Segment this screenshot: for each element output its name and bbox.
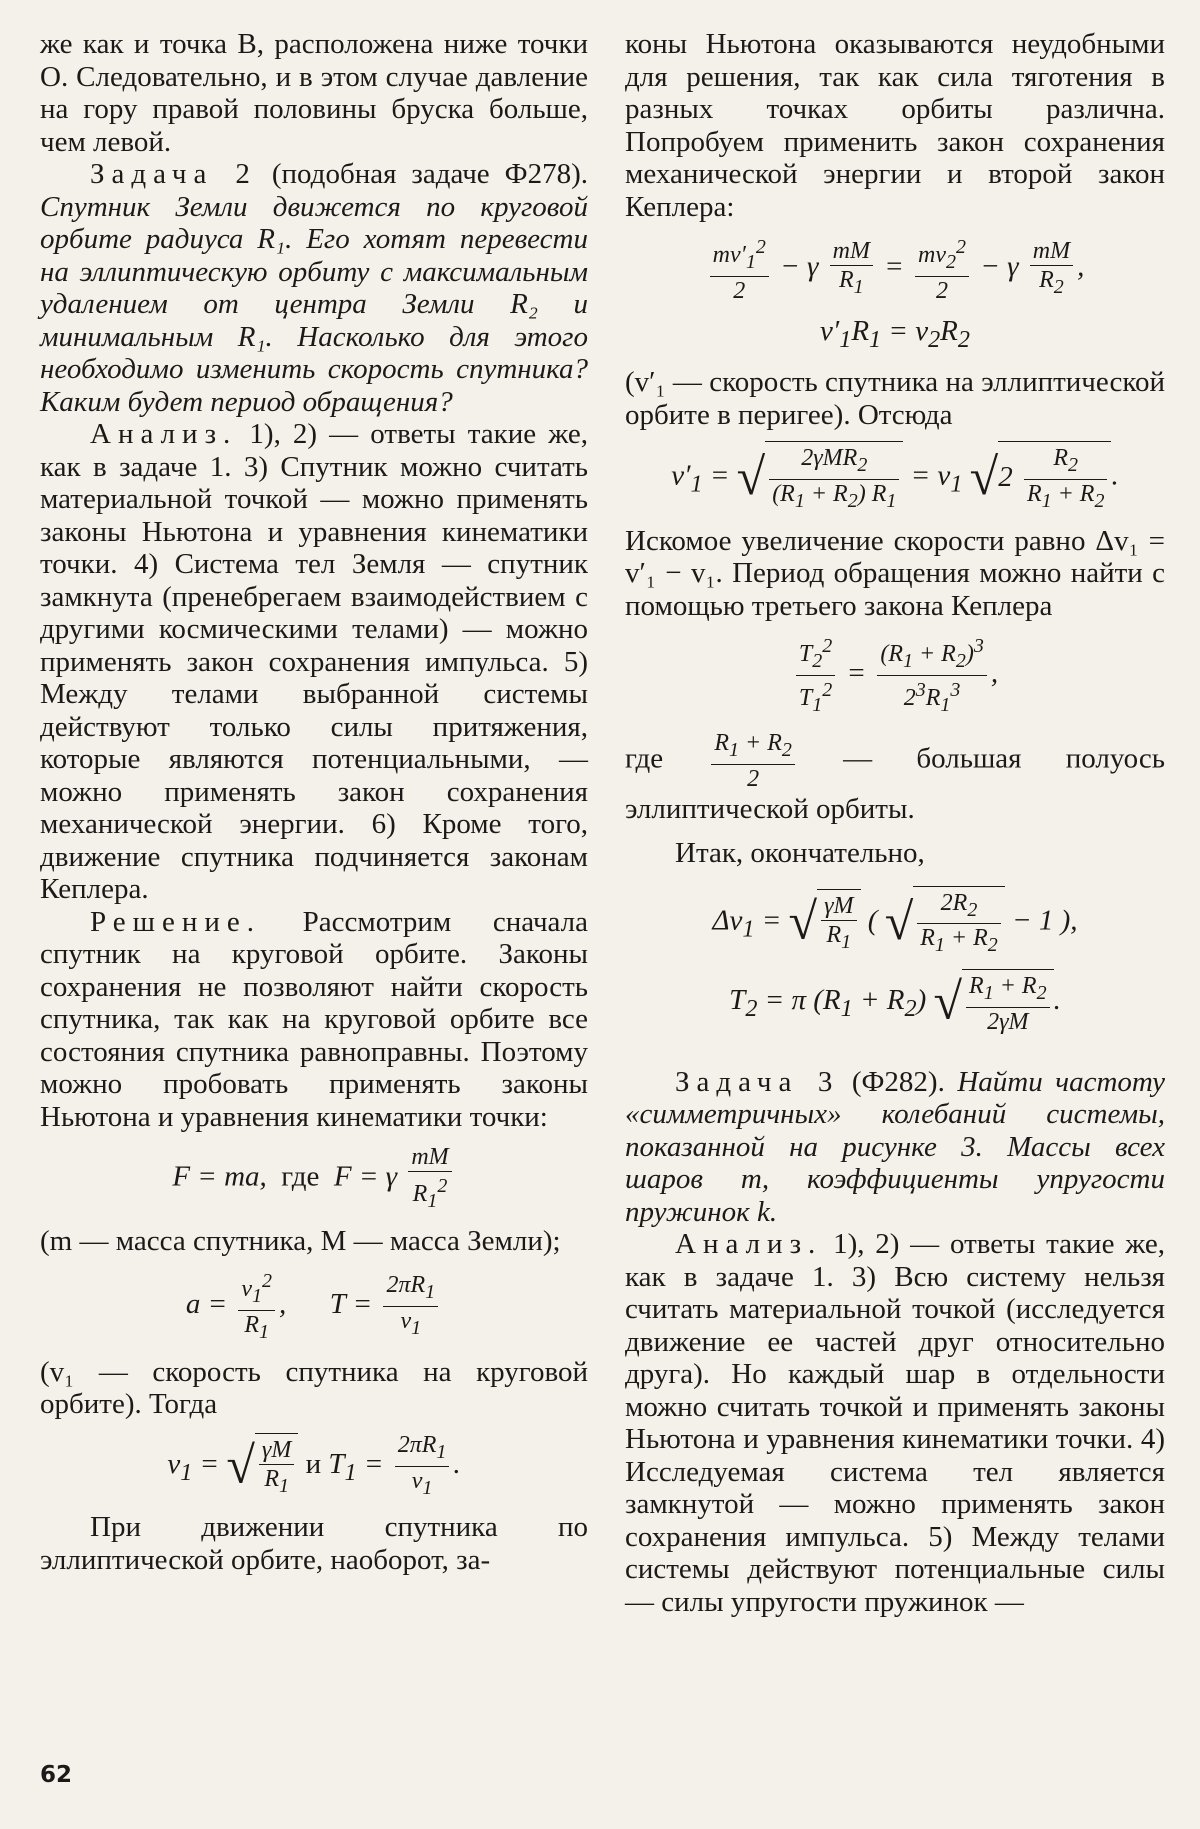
solution-2-text: Рассмотрим сначала спутник на круговой орбите. Законы сохранения не позволяют найти скорость спутника, так как на круговой орбите все состояния спутника равноправны. Поэтому можно пробовать применять законы Ньютона и уравнения кинематики точки: [40,905,588,1133]
task-2-label: Задача 2 [90,158,257,190]
paragraph-elliptic: При движении спутника по эллиптической орбите, наоборот, за- [40,1511,588,1576]
task-3-label: Задача 3 [675,1065,840,1098]
equation-delta-v-final: $\Delta v_1$ = √ $\frac{\gamma M}{R_1}$ ( √ $\frac{2R_2}{R_1 + R_2}$ − 1 ), [625,886,1165,960]
paragraph-v1: (v₁ — скорость спутника на круговой орбите). Тогда [40,1355,588,1421]
task-2 [40,158,588,418]
task-3 [625,1066,1165,1229]
paragraph-mass: (m — масса спутника, M — масса Земли); [40,1224,561,1257]
analysis-3-text: 1), 2) — ответы такие же, как в задаче 1. 3) Всю систему нельзя считать материальной точкой (исследуется движение ее частей друг относительно друга). Но каждый шар в отдельности можно считать точкой и применять законы Ньютона и уравнения кинематики точки. 4) Исследуемая система тел является замкнутой — можно применять закон сохранения импульса. 5) Между телами системы действуют потенциальные силы — силы упругости пружинок — [625,1228,1165,1618]
page-number: 62 [40,1762,73,1788]
paragraph-v1-prime: (v′₁ — скорость спутника на эллиптической орбите в перигее). Отсюда [625,366,1165,431]
task-3-statement: Найти частоту «симметричных» колебаний системы, показанной на рисунке 3. Массы всех шаров m, коэффициенты упругости пружинок k. [625,1065,1165,1228]
paragraph-intro: же как и точка B, расположена ниже точки O. Следовательно, и в этом случае давление на гору правой половины бруска больше, чем левой. [40,28,588,158]
analysis-2-label: Анализ. [90,418,238,450]
equation-v1-t1: $v_1$ = √ $\frac{\gamma M}{R_1}$ и $T_1$ = $\frac{2\pi R_1}{v_1}$ . [167,1431,461,1499]
analysis-2-text: 1), 2) — ответы такие же, как в задаче 1. 3) Спутник можно считать материальной точкой — можно применять законы Ньютона и уравнения кинематики точки. 4) Система тел Земля — спутник замкнута (пренебрегаем взаимодействием с другими космическими телами) — можно применять закон сохранения импульса. 5) Между телами выбранной системы действуют только силы притяжения, которые являются потенциальными, — можно применять закон сохранения механической энергии. 6) Кроме того, движение спутника подчиняется законам Кеплера. [40,418,588,905]
paragraph-delta-v: Искомое увеличение скорости равно Δv₁ = v′₁ − v₁. Период обращения можно найти с помощью третьего закона Кеплера [625,524,1165,622]
equation-t2-final: $T_2 = \pi$ $(R_1 + R_2)$ √ $\frac{R_1 + R_2}{2\gamma M}$ . [625,969,1165,1036]
paragraph-semi-axis: где $\frac{R_1 + R_2}{2}$ — большая полуось эллиптической орбиты. [625,729,1165,825]
paragraph-finally: Итак, окончательно, [675,837,925,870]
analysis-3 [625,1228,1165,1618]
task-3-ref: (Ф282). [851,1065,945,1098]
left-column [40,28,588,1576]
analysis-3-label: Анализ. [675,1228,823,1261]
equation-v1-prime: $v'_1$ = √ $\frac{2\gamma MR_2}{(R_1 + R_2) R_1}$ = $v_1$ √2 $\frac{R_2}{R_1 + R_2}$ . [625,441,1165,515]
equation-kepler2: $v'_1R_1 = v_2R_2$ [820,314,970,353]
right-column [625,28,1165,1618]
semi-axis-text: — большая полуось эллиптической орбиты. [625,742,1165,825]
equation-energy: $\frac{mv'_1^2}{2}$ − γ $\frac{mM}{R_1}$ = $\frac{mv_2^2}{2}$ − γ $\frac{mM}{R_2}$ , [625,233,1165,305]
analysis-2 [40,418,588,906]
solution-2 [40,906,588,1134]
task-2-statement: Спутник Земли движется по круговой орбите радиуса R₁. Его хотят перевести на эллиптическую орбиту с максимальным удалением от центра Земли R₂ и минимальным R₁. Насколько для этого необходимо изменить скорость спутника? Каким будет период обращения? [40,190,588,418]
equation-newton-where: где [281,1160,320,1193]
semi-axis-where: где [625,742,664,775]
equation-v1-and: и [305,1447,322,1480]
paragraph-laws: коны Ньютона оказываются неудобными для решения, так как сила тяготения в разных точках орбиты различна. Попробуем применить закон сохранения механической энергии и второй закон Кеплера: [625,28,1165,223]
equation-newton: F = ma, где F = γ $\frac{mM}{R_1^2}$ [40,1143,588,1215]
solution-2-label: Решение. [90,905,261,938]
task-2-ref: (подобная задаче Ф278). [271,158,588,190]
equation-accel-period: a = $\frac{v_1^2}{R_1}$ , T = $\frac{2\pi R_1}{v_1}$ [40,1267,588,1346]
equation-kepler3: $\frac{T_2^2}{T_1^2}$ = $\frac{(R_1 + R_2)^3}{2^3R_1^3}$ , [625,632,1165,719]
